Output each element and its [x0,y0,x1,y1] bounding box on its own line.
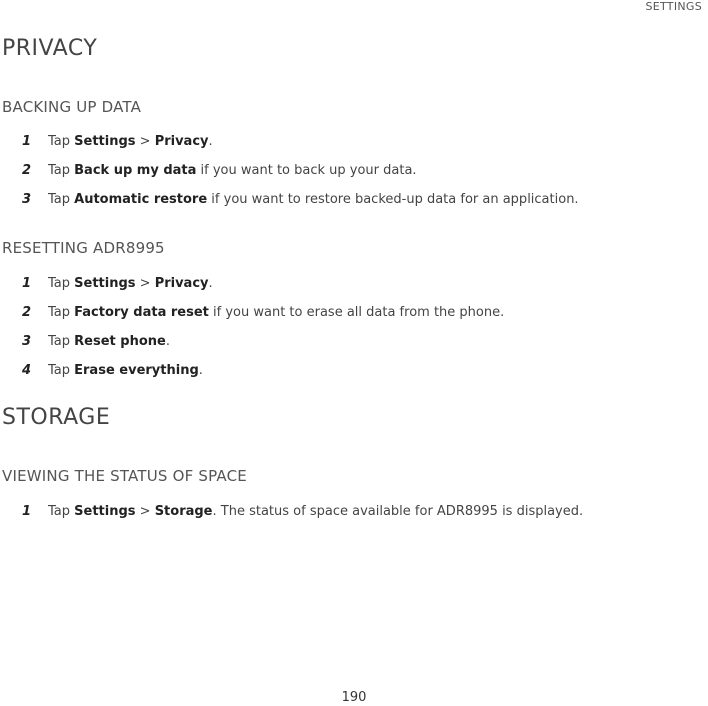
step-text: Tap Back up my data if you want to back up your data. [48,163,417,178]
step-text: Tap Settings > Privacy. [48,134,213,149]
step-number: 1 [22,134,32,149]
factory-data-reset-label: Factory data reset [74,305,209,320]
step-number: 2 [22,305,32,320]
privacy-label: Privacy [154,276,209,291]
step-text: Tap Erase everything. [48,363,203,378]
page-number: 190 [341,690,367,705]
step-number: 1 [22,504,32,519]
subsection-heading-resetting: RESETTING ADR8995 [2,239,165,257]
settings-label: Settings [74,504,136,519]
step-number: 3 [22,334,32,349]
subsection-heading-backing-up-data: BACKING UP DATA [2,98,142,116]
section-title-privacy: PRIVACY [2,36,98,61]
step-text: Tap Reset phone. [48,334,170,349]
settings-label: Settings [74,134,136,149]
automatic-restore-label: Automatic restore [74,192,208,207]
step-text: Tap Factory data reset if you want to erase all data from the phone. [48,305,505,320]
back-up-my-data-label: Back up my data [74,163,197,178]
step-number: 3 [22,192,32,207]
step-number: 1 [22,276,32,291]
step-number: 4 [22,363,32,378]
step-text: Tap Settings > Privacy. [48,276,213,291]
subsection-heading-viewing-status: VIEWING THE STATUS OF SPACE [2,467,247,485]
erase-everything-label: Erase everything [74,363,199,378]
step-text: Tap Settings > Storage. The status of space available for ADR8995 is displayed. [48,504,584,519]
settings-label: Settings [74,276,136,291]
reset-phone-label: Reset phone [74,334,166,349]
section-title-storage: STORAGE [2,405,111,430]
step-text: Tap Automatic restore if you want to restore backed-up data for an application. [48,192,579,207]
privacy-label: Privacy [154,134,209,149]
storage-label: Storage [154,504,213,519]
step-number: 2 [22,163,32,178]
running-head: SETTINGS [645,0,702,13]
